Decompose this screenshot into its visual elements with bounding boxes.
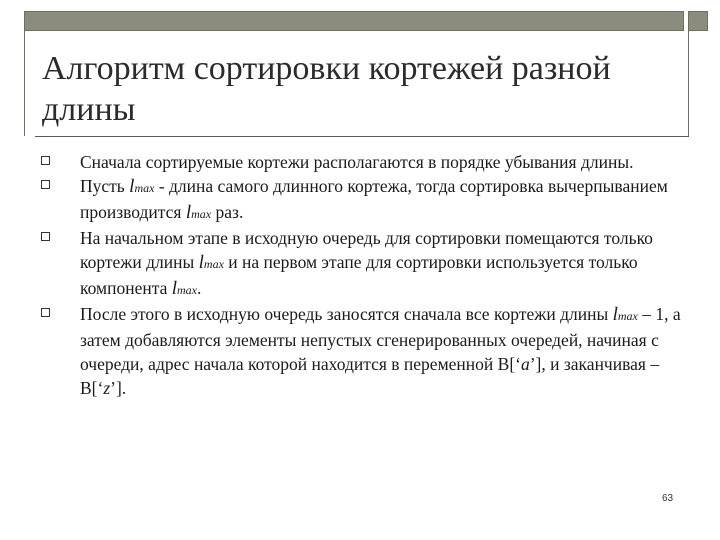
square-bullet-icon	[41, 232, 50, 241]
title-frame-right	[688, 31, 689, 136]
bullet-text: Сначала сортируемые кортежи располагаются в порядке убывания длины.	[80, 152, 634, 172]
subscript-max: max	[617, 309, 638, 323]
subscript-max: max	[177, 283, 198, 297]
square-bullet-icon	[41, 180, 50, 189]
title-divider	[35, 136, 689, 137]
page-number: 63	[662, 493, 674, 504]
subscript-max: max	[191, 207, 212, 221]
variable-l: l	[198, 252, 204, 273]
bullet-item	[40, 302, 700, 400]
bullet-text: ’].	[110, 378, 127, 398]
bullet-text: После этого в исходную очередь заносятся сначала все кортежи длины	[80, 304, 613, 324]
square-bullet-icon	[41, 156, 50, 165]
slide-title: Алгоритм сортировки кортежей разной длины	[42, 50, 611, 128]
bullet-item	[40, 174, 700, 226]
variable-l: l	[185, 202, 192, 223]
bullet-text: раз.	[211, 202, 244, 222]
variable-l: l	[129, 176, 135, 197]
bullet-text: На начальном этапе в исходную очередь для сортировки помещаются только кортежи длины	[80, 228, 653, 272]
square-bullet-icon	[41, 308, 50, 317]
bullet-text: и на первом этапе для сортировки используется только компонента	[80, 252, 638, 298]
title-frame-left	[24, 31, 25, 136]
bullet-text: – 1, а затем добавляются элементы непустых сгенерированных очередей, начиная с очереди, адрес начала которой находится в переменной B[‘	[80, 304, 681, 374]
bullet-text: .	[197, 278, 202, 298]
bullet-item	[40, 226, 700, 302]
subscript-max: max	[203, 257, 224, 271]
variable-l: l	[171, 278, 178, 299]
bullet-text: ’], и заканчивая – B[‘	[80, 354, 660, 398]
variable-z: z	[103, 378, 111, 398]
subscript-max: max	[134, 181, 155, 195]
bullet-text: - длина самого длинного кортежа, тогда сортировка вычерпыванием производится	[80, 176, 668, 222]
bullet-item	[40, 150, 700, 174]
bullet-list	[40, 150, 700, 400]
variable-l: l	[612, 304, 618, 325]
bullet-text: Пусть	[80, 176, 130, 196]
variable-a: a	[520, 354, 530, 374]
header-decor-square	[688, 11, 708, 31]
header-decor-bar	[24, 11, 684, 31]
